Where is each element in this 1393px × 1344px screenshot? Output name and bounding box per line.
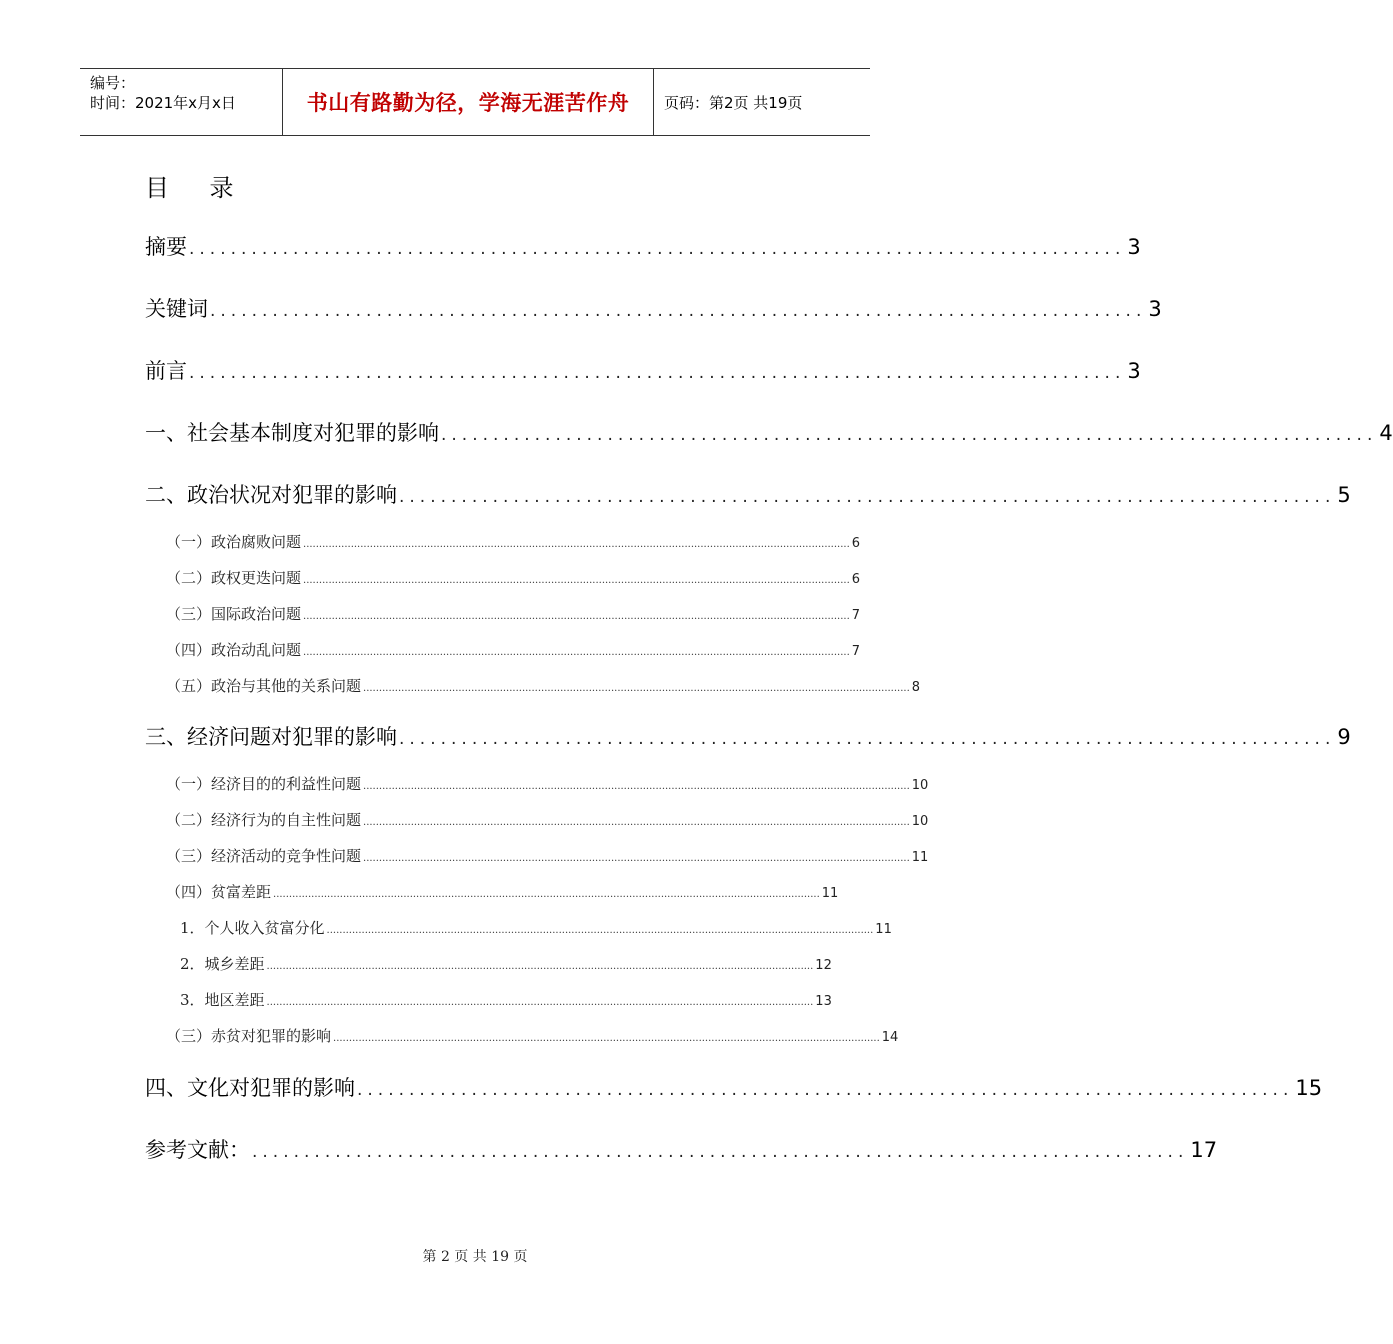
toc-entry-label: 四、文化对犯罪的影响 <box>145 1076 355 1100</box>
dot-leader: ............................................................................................................................................................................ <box>303 647 850 658</box>
toc-entry-label: （一）政治腐败问题 <box>166 533 302 551</box>
toc-subentry[interactable] <box>166 1025 899 1047</box>
toc-entry-keywords[interactable] <box>145 293 1162 323</box>
toc-entry-label: 3．地区差距 <box>180 991 265 1009</box>
toc-title: 目 录 <box>145 174 236 202</box>
toc-entry-section-2[interactable] <box>145 479 1351 509</box>
toc-entry-label: （二）经济行为的自主性问题 <box>166 811 362 829</box>
dot-leader: ............................................................................................................................................................................ <box>333 1033 880 1044</box>
header-motto: 书山有路勤为径，学海无涯苦作舟 <box>282 69 654 135</box>
toc-entry-section-4[interactable] <box>145 1072 1323 1102</box>
toc-entry-label: 关键词 <box>145 297 208 321</box>
toc-entry-label: （三）赤贫对犯罪的影响 <box>166 1027 332 1045</box>
dot-leader: .......................................................................................... <box>189 363 1126 383</box>
toc-entry-page: 5 <box>1337 483 1351 507</box>
dot-leader: ............................................................................................................................................................................ <box>303 611 850 622</box>
toc-subentry[interactable] <box>166 773 929 795</box>
toc-subentry[interactable] <box>166 675 921 697</box>
toc-entry-label: 摘要 <box>145 235 187 259</box>
page-footer: 第 2 页 共 19 页 <box>422 1249 528 1265</box>
time-label: 时间：2021年x月x日 <box>90 94 236 112</box>
toc-entry-page: 6 <box>851 572 861 587</box>
toc-entry-label: 前言 <box>145 359 187 383</box>
dot-leader: ............................................................................................................................................................................ <box>363 817 910 828</box>
toc-subentry[interactable] <box>166 809 929 831</box>
toc-entry-label: （四）政治动乱问题 <box>166 641 302 659</box>
toc-entry-page: 9 <box>1337 725 1351 749</box>
toc-entry-page: 6 <box>851 536 861 551</box>
toc-entry-preface[interactable] <box>145 355 1141 385</box>
toc-entry-label: （三）经济活动的竞争性问题 <box>166 847 362 865</box>
toc-entry-abstract[interactable] <box>145 231 1141 261</box>
toc-subsubentry[interactable] <box>180 989 832 1011</box>
toc-entry-page: 13 <box>815 994 832 1009</box>
toc-entry-label: （一）经济目的的利益性问题 <box>166 775 362 793</box>
dot-leader: ............................................................................................................................................................................ <box>266 961 814 972</box>
toc-entry-label: 三、经济问题对犯罪的影响 <box>145 725 397 749</box>
toc-entry-label: 2．城乡差距 <box>180 955 265 973</box>
header-meta <box>80 69 282 135</box>
dot-leader: ............................................................................................................................................................................ <box>266 997 814 1008</box>
toc-entry-label: （五）政治与其他的关系问题 <box>166 677 362 695</box>
toc-subentry[interactable] <box>166 567 861 589</box>
dot-leader: .......................................................................................... <box>399 729 1336 749</box>
toc-entry-label: 二、政治状况对犯罪的影响 <box>145 483 397 507</box>
toc-entry-page: 15 <box>1295 1076 1323 1100</box>
dot-leader: ............................................................................................................................................................................ <box>363 683 910 694</box>
page-header <box>80 68 870 136</box>
dot-leader: .......................................................................................... <box>252 1142 1189 1162</box>
number-label: 编号： <box>90 74 136 92</box>
header-page-info: 页码：第2页 共19页 <box>664 93 803 112</box>
dot-leader: ............................................................................................................................................................................ <box>363 781 910 792</box>
toc-entry-page: 3 <box>1148 297 1162 321</box>
toc-entry-section-1[interactable] <box>145 417 1393 447</box>
dot-leader: ............................................................................................................................................................................ <box>363 853 910 864</box>
toc-entry-page: 11 <box>875 922 892 937</box>
toc-subentry[interactable] <box>166 531 861 553</box>
toc-entry-label: （三）国际政治问题 <box>166 605 302 623</box>
toc-entry-page: 12 <box>815 958 832 973</box>
toc-entry-label: 一、社会基本制度对犯罪的影响 <box>145 421 439 445</box>
toc-entry-page: 17 <box>1190 1138 1218 1162</box>
toc-subsubentry[interactable] <box>180 953 832 975</box>
toc-subentry[interactable] <box>166 603 861 625</box>
toc-entry-page: 11 <box>821 886 839 901</box>
dot-leader: .......................................................................................... <box>210 301 1147 321</box>
dot-leader: ............................................................................................................................................................................ <box>326 925 874 936</box>
toc-entry-section-3[interactable] <box>145 721 1351 751</box>
toc-entry-label: 1．个人收入贫富分化 <box>180 919 325 937</box>
toc-entry-label: 参考文献： <box>145 1138 250 1162</box>
toc-entry-page: 4 <box>1379 421 1393 445</box>
dot-leader: .......................................................................................... <box>357 1080 1294 1100</box>
toc-subentry[interactable] <box>166 881 839 903</box>
toc-entry-label: （四）贫富差距 <box>166 883 272 901</box>
dot-leader: ............................................................................................................................................................................ <box>273 889 820 900</box>
dot-leader: .......................................................................................... <box>399 487 1336 507</box>
toc-subentry[interactable] <box>166 845 929 867</box>
toc-entry-references[interactable] <box>145 1134 1218 1164</box>
toc-entry-page: 3 <box>1127 359 1141 383</box>
toc-entry-page: 10 <box>911 778 929 793</box>
toc-entry-page: 7 <box>851 644 861 659</box>
toc-subsubentry[interactable] <box>180 917 892 939</box>
toc-entry-page: 10 <box>911 814 929 829</box>
toc-entry-page: 11 <box>911 850 929 865</box>
toc-entry-page: 14 <box>881 1030 899 1045</box>
dot-leader: .......................................................................................... <box>189 239 1126 259</box>
dot-leader: ............................................................................................................................................................................ <box>303 575 850 586</box>
toc-entry-label: （二）政权更迭问题 <box>166 569 302 587</box>
toc-entry-page: 7 <box>851 608 861 623</box>
dot-leader: .......................................................................................... <box>441 425 1378 445</box>
toc-entry-page: 8 <box>911 680 921 695</box>
dot-leader: ............................................................................................................................................................................ <box>303 539 850 550</box>
toc-entry-page: 3 <box>1127 235 1141 259</box>
toc-subentry[interactable] <box>166 639 861 661</box>
